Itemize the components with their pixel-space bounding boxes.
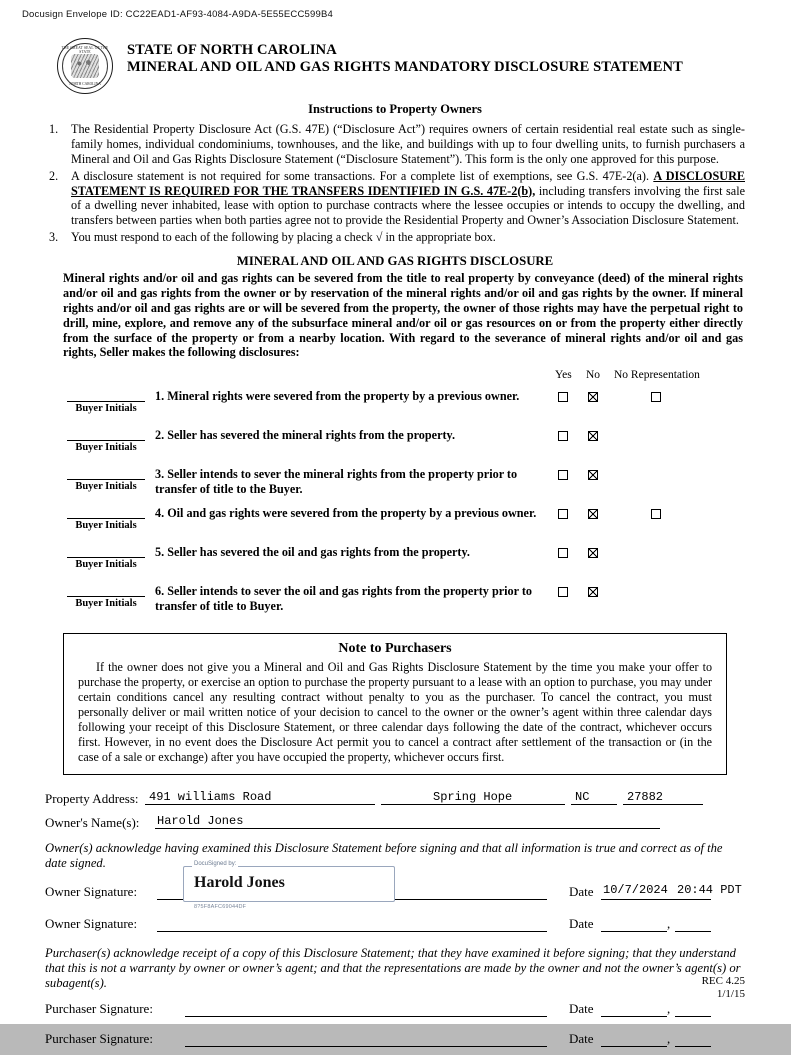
checkbox-yes-3[interactable] xyxy=(558,470,568,480)
property-address-label: Property Address: xyxy=(45,791,139,807)
table-row xyxy=(45,429,745,463)
date-label-3: Date xyxy=(569,1000,594,1016)
checkbox-yes-1[interactable] xyxy=(558,392,568,402)
table-row xyxy=(45,390,745,424)
zip-value[interactable]: 27882 xyxy=(627,790,664,805)
checkbox-no-2[interactable] xyxy=(588,431,598,441)
initials-label: Buyer Initials xyxy=(75,403,137,415)
owner-signature-rule-2[interactable] xyxy=(157,916,547,932)
date-label-1: Date xyxy=(569,883,594,899)
checkbox-yes-4[interactable] xyxy=(558,509,568,519)
checkbox-no-6[interactable] xyxy=(588,587,598,597)
date-rule-2[interactable] xyxy=(601,916,667,932)
owner-names-row xyxy=(45,813,745,837)
statement-text: 6. Seller intends to sever the oil and gas rights from the property prior to transfer of title to Buyer. xyxy=(155,584,533,613)
item-text-part2: including transfers involving the first sale of a dwelling never inhabited, lease with option to purchase contracts where the lessee occupies or intends to occupy the dwelling, and transfers between parties when both parties agree not to provide the Residential Property and Owner’s Association Disclosure Statement. xyxy=(71,183,746,228)
checkbox-no-representation-1[interactable] xyxy=(651,392,661,402)
year-rule-3[interactable] xyxy=(675,1001,711,1017)
seal-top-text: THE GREAT SEAL OF THE STATE xyxy=(61,46,109,54)
initials-label: Buyer Initials xyxy=(75,598,137,610)
initials-label: Buyer Initials xyxy=(75,481,137,493)
document-content xyxy=(45,36,745,1055)
answer-column-headers xyxy=(45,369,745,385)
city-value[interactable]: Spring Hope xyxy=(433,790,513,805)
property-address-row xyxy=(45,789,745,813)
checkbox-no-representation-4[interactable] xyxy=(651,509,661,519)
initials-label: Buyer Initials xyxy=(75,520,137,532)
item-text: The Residential Property Disclosure Act (G.S. 47E) (“Disclosure Act”) requires owners of certain residential real estate such as single-family homes, individual condominiums, townhouses, and the like, and buildings with up to four dwelling units, to furnish purchasers a Mineral and Oil and Gas Rights Disclosure Statement (“Disclosure Statement”). This form is the only one approved for this purpose. xyxy=(71,122,745,166)
column-header-no: No xyxy=(586,369,601,382)
year-rule-2[interactable] xyxy=(675,916,711,932)
initials-line[interactable] xyxy=(67,546,145,558)
date-comma-4: , xyxy=(667,1030,671,1046)
statement-text: 5. Seller has severed the oil and gas rights from the property. xyxy=(155,545,470,560)
column-header-yes: Yes xyxy=(555,369,572,382)
item-number: 3. xyxy=(49,230,59,245)
state-value[interactable]: NC xyxy=(575,790,590,805)
checkbox-no-3[interactable] xyxy=(588,470,598,480)
date-comma-2: , xyxy=(667,915,671,931)
date-rule-4[interactable] xyxy=(601,1031,667,1047)
buyer-initials-field[interactable] xyxy=(67,507,145,531)
initials-label: Buyer Initials xyxy=(75,559,137,571)
owner-signature-row-2 xyxy=(45,912,745,938)
date-value-1[interactable]: 10/7/2024 xyxy=(603,882,668,897)
date-label-2: Date xyxy=(569,915,594,931)
owner-signature-label-2: Owner Signature: xyxy=(45,915,138,931)
table-row xyxy=(45,546,745,580)
buyer-initials-field[interactable] xyxy=(67,585,145,609)
page-subtitle: MINERAL AND OIL AND GAS RIGHTS MANDATORY DISCLOSURE STATEMENT xyxy=(127,59,683,75)
table-row xyxy=(45,585,745,619)
initials-line[interactable] xyxy=(67,468,145,480)
owner-names-value[interactable]: Harold Jones xyxy=(157,814,244,829)
initials-label: Buyer Initials xyxy=(75,442,137,454)
checkbox-no-5[interactable] xyxy=(588,548,598,558)
purchaser-signature-label-1: Purchaser Signature: xyxy=(45,1000,153,1016)
date-comma-3: , xyxy=(667,1000,671,1016)
checkbox-yes-6[interactable] xyxy=(558,587,568,597)
instructions-list xyxy=(45,122,745,245)
docusign-signature-name: Harold Jones xyxy=(194,873,285,891)
initials-line[interactable] xyxy=(67,507,145,519)
docusign-signature-stamp[interactable] xyxy=(183,860,395,910)
purchaser-signature-label-2: Purchaser Signature: xyxy=(45,1030,153,1046)
date-label-4: Date xyxy=(569,1030,594,1046)
checkbox-no-4[interactable] xyxy=(588,509,598,519)
property-address-value[interactable]: 491 williams Road xyxy=(149,790,272,805)
document-header xyxy=(45,36,745,94)
checkbox-yes-5[interactable] xyxy=(558,548,568,558)
docusign-signature-hash: 8?5F8AFC69044DF xyxy=(194,903,247,910)
purchaser-acknowledgement-text: Purchaser(s) acknowledge receipt of a copy of this Disclosure Statement; that they have examined it before signing; that they understand that this is not a warranty by owner or owner’s agent; and that the representations are made by the owner and not the owner’s agent(s) or subagent(s). xyxy=(45,945,741,990)
purchaser-signature-rule-2[interactable] xyxy=(185,1031,547,1047)
docusign-envelope-id: Docusign Envelope ID: CC22EAD1-AF93-4084-A9DA-5E55ECC599B4 xyxy=(22,9,334,20)
item-text: You must respond to each of the following by placing a check √ in the appropriate box. xyxy=(71,230,496,245)
purchaser-signature-row-1 xyxy=(45,997,745,1027)
buyer-initials-field[interactable] xyxy=(67,468,145,492)
note-text: If the owner does not give you a Mineral and Oil and Gas Rights Disclosure Statement by the time you make your offer to purchase the property, or exercise an option to purchase the property pursuant to a lease with an option to purchase, you may under certain conditions cancel any resulting contract without penalty to you as the purchaser. To cancel the contract, you must personally deliver or mail written notice of your decision to cancel to the owner or the owner’s agent within three calendar days following your receipt of this Disclosure Statement, or three calendar days following the date of the contract, whichever occurs first. However, in no event does the Disclosure Act permit you to cancel a contract after settlement of the transaction or (in the case of a sale or exchange) after you have occupied the property, whichever occurs first. xyxy=(78,660,712,764)
seal-bottom-text: NORTH CAROLINA xyxy=(69,82,101,86)
owner-acknowledgement-text: Owner(s) acknowledge having examined this Disclosure Statement before signing and that all information is true and correct as of the date signed. xyxy=(45,841,723,871)
time-value-1: 20:44 PDT xyxy=(677,882,742,897)
statement-text: 2. Seller has severed the mineral rights from the property. xyxy=(155,428,456,443)
statement-text: 4. Oil and gas rights were severed from the property by a previous owner. xyxy=(155,506,537,521)
statement-text: 3. Seller intends to sever the mineral rights from the property prior to transfer of title to the Buyer. xyxy=(155,467,518,496)
initials-line[interactable] xyxy=(67,429,145,441)
state-seal-icon xyxy=(57,38,113,94)
item-number: 2. xyxy=(49,168,59,183)
buyer-initials-field[interactable] xyxy=(67,390,145,414)
disclosure-body: Mineral rights and/or oil and gas rights can be severed from the title to real property by conveyance (deed) of the mineral rights and/or oil and gas rights from the owner or by reservation of the mineral rights and/or oil and gas rights by the owner. If mineral rights and/or oil and gas rights are or will be severed from the property, the owner of those rights may have the perpetual right to drill, mine, explore, and remove any of the subsurface mineral and/or oil or gas resources on or from the property either directly from the surface of the property or from a nearby location. With regard to the severance of mineral rights and/or oil and gas rights, Seller makes the following disclosures: xyxy=(63,271,743,360)
page-title: STATE OF NORTH CAROLINA xyxy=(127,42,337,58)
table-row xyxy=(45,507,745,541)
buyer-initials-field[interactable] xyxy=(67,546,145,570)
owner-signature-label-1: Owner Signature: xyxy=(45,883,138,899)
form-code: REC 4.25 xyxy=(701,974,745,987)
column-header-no-representation: No Representation xyxy=(614,369,700,382)
statement-text: 1. Mineral rights were severed from the property by a previous owner. xyxy=(155,389,520,404)
list-item xyxy=(45,122,745,167)
note-to-purchasers-box xyxy=(63,633,727,775)
item-number: 1. xyxy=(49,122,59,136)
instructions-heading: Instructions to Property Owners xyxy=(308,102,482,116)
list-item xyxy=(45,169,745,229)
initials-line[interactable] xyxy=(67,585,145,597)
title-block xyxy=(127,36,683,76)
form-footer xyxy=(702,975,745,1003)
seal-emblem xyxy=(71,54,99,78)
item-text-part1: A disclosure statement is not required for some transactions. For a complete list of exemptions, see G.S. 47E-2(a). xyxy=(71,168,654,183)
docusign-tag-label: DocuSigned by: xyxy=(194,860,237,867)
initials-line[interactable] xyxy=(67,390,145,402)
disclosure-heading: MINERAL AND OIL AND GAS RIGHTS DISCLOSURE xyxy=(236,254,554,268)
date-rule-3[interactable] xyxy=(601,1001,667,1017)
table-row xyxy=(45,468,745,502)
year-rule-4[interactable] xyxy=(675,1031,711,1047)
checkbox-no-1[interactable] xyxy=(588,392,598,402)
form-revision-date: 1/1/15 xyxy=(716,988,745,1001)
note-title: Note to Purchasers xyxy=(338,641,452,657)
purchaser-signature-row-2 xyxy=(45,1027,745,1055)
item-text xyxy=(71,169,745,229)
purchaser-signature-rule-1[interactable] xyxy=(185,1001,547,1017)
owner-names-label: Owner's Name(s): xyxy=(45,815,140,831)
checkbox-yes-2[interactable] xyxy=(558,431,568,441)
buyer-initials-field[interactable] xyxy=(67,429,145,453)
signature-section xyxy=(45,789,745,1055)
owner-signature-row-1 xyxy=(45,860,745,912)
list-item xyxy=(45,230,745,245)
item-text-emphasis: A DISCLOSURE STATEMENT IS REQUIRED FOR THE TRANSFERS IDENTIFIED IN G.S. 47E-2(b), xyxy=(71,168,745,198)
